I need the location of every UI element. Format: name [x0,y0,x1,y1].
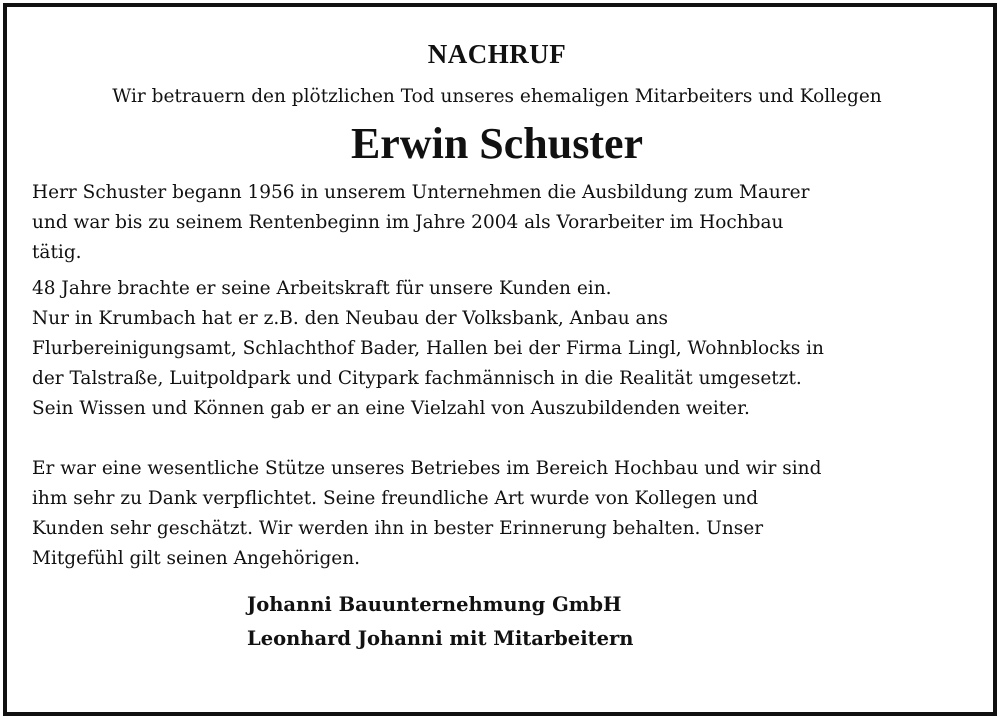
intro-line: Wir betrauern den plötzlichen Tod unseres ehemaligen Mitarbeiters und Kollegen [112,86,882,107]
paragraph-achievements [32,274,962,424]
obituary-notice [32,30,962,656]
text-line: tätig. [32,242,82,263]
deceased-name: Erwin Schuster [350,119,644,168]
text-line: Sein Wissen und Können gab er an eine Vielzahl von Auszubildenden weiter. [32,398,750,419]
text-line: Herr Schuster begann 1956 in unserem Unternehmen die Ausbildung zum Maurer [32,182,810,203]
text-line: 48 Jahre brachte er seine Arbeitskraft für unsere Kunden ein. [32,278,612,299]
text-line: und war bis zu seinem Rentenbeginn im Jahre 2004 als Vorarbeiter im Hochbau [32,212,784,233]
text-line: Kunden sehr geschätzt. Wir werden ihn in bester Erinnerung behalten. Unser [32,518,764,539]
text-line: Nur in Krumbach hat er z.B. den Neubau der Volksbank, Anbau ans [32,308,668,329]
text-line: Mitgefühl gilt seinen Angehörigen. [32,548,361,569]
signature-company: Johanni Bauunternehmung GmbH [247,593,622,616]
text-line: Er war eine wesentliche Stütze unseres Betriebes im Bereich Hochbau und wir sind [32,458,822,479]
paragraph-gratitude [32,454,962,574]
text-line: der Talstraße, Luitpoldpark und Citypark fachmännisch in die Realität umgesetzt. [32,368,802,389]
paragraph-career [32,178,962,268]
signature-block [247,588,962,656]
notice-heading: NACHRUF [427,39,567,69]
text-line: ihm sehr zu Dank verpflichtet. Seine freundliche Art wurde von Kollegen und [32,488,759,509]
signature-person: Leonhard Johanni mit Mitarbeitern [247,627,634,650]
text-line: Flurbereinigungsamt, Schlachthof Bader, Hallen bei der Firma Lingl, Wohnblocks in [32,338,824,359]
